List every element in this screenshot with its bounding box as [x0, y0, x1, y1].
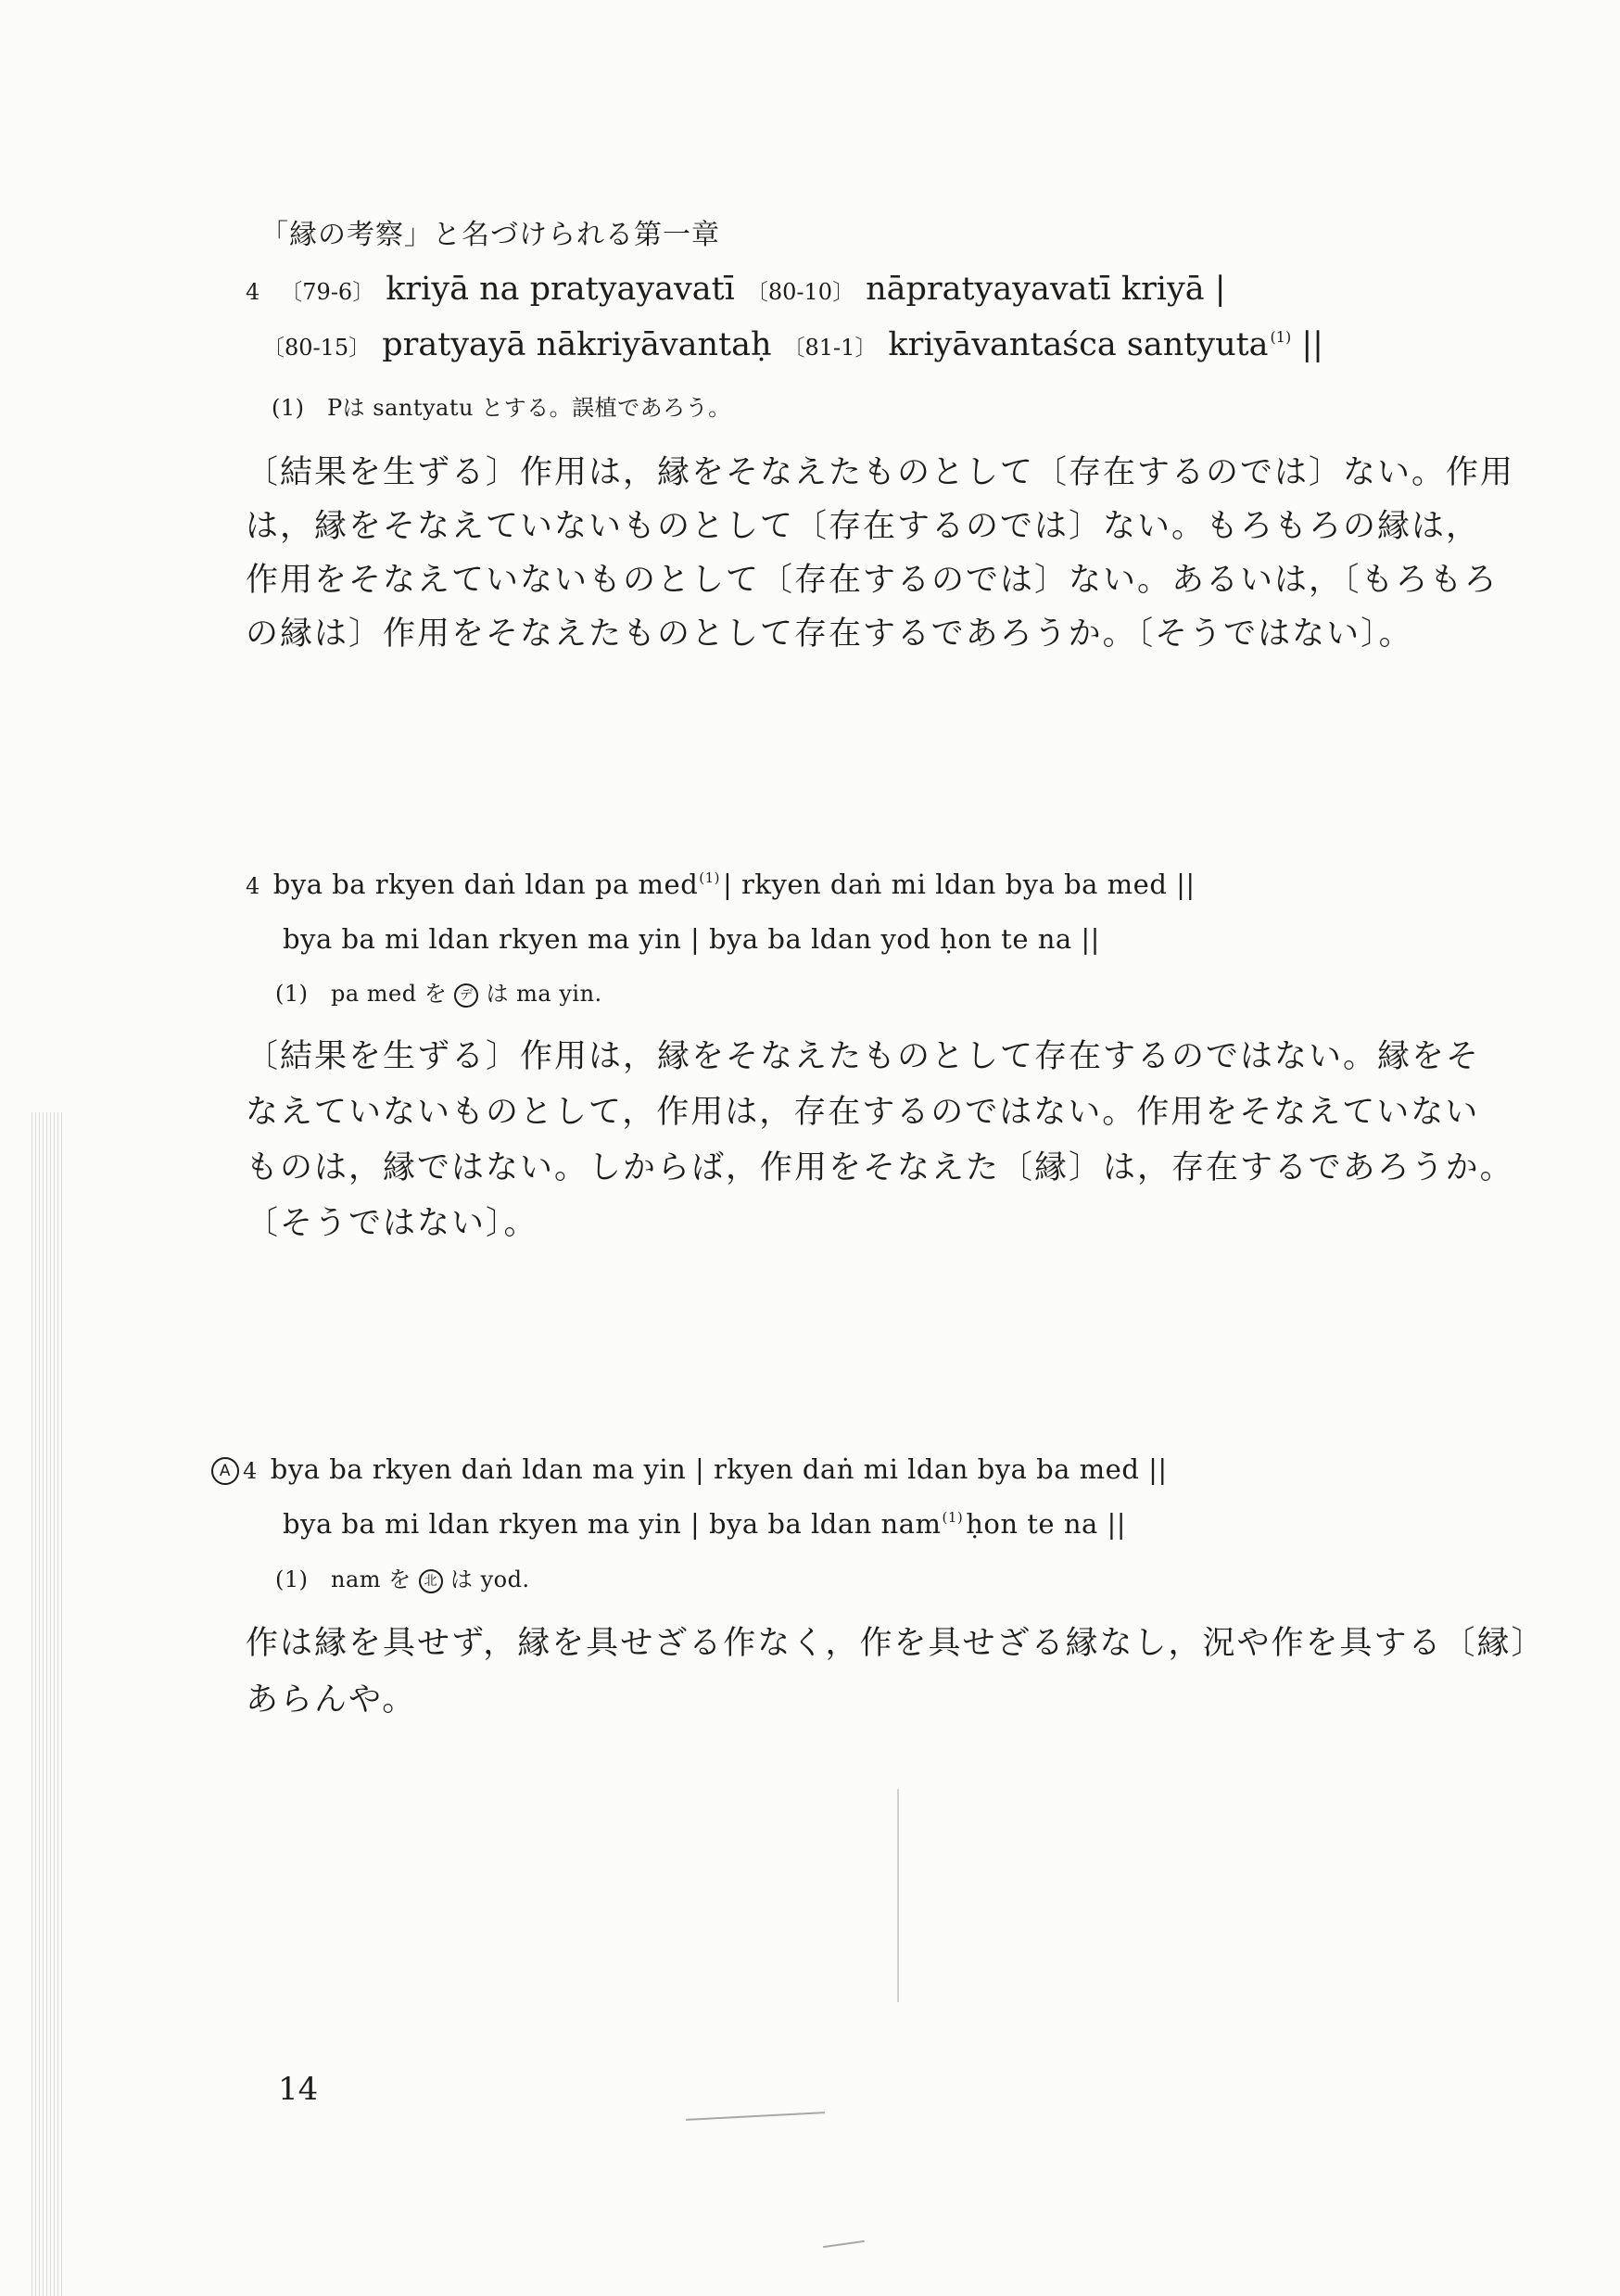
page-ref: 〔79-6〕 — [280, 279, 375, 305]
footnote — [275, 1561, 530, 1593]
translation-3-line-2: あらんや。 — [246, 1681, 417, 1719]
translation-1-line-1: 〔結果を生ずる〕作用は，縁をそなえたものとして〔存在するのでは〕ない。作用 — [246, 454, 1515, 491]
verse-text: nāpratyayavatī kriyā | — [866, 271, 1226, 308]
verse-end-mark: || — [1301, 326, 1323, 363]
scan-artifact — [897, 1789, 899, 2002]
circled-a-mark: A — [211, 1457, 239, 1485]
verse-number: 4 — [243, 1458, 258, 1484]
translation-2-line-1: 〔結果を生ずる〕作用は，縁をそなえたものとして存在するのではない。縁をそ — [246, 1038, 1481, 1075]
translation-2-line-4: 〔そうではない〕。 — [246, 1205, 538, 1242]
translation-1-line-4: の縁は〕作用をそなえたものとして存在するであろうか。〔そうではない〕。 — [246, 615, 1413, 653]
verse-number: 4 — [246, 873, 260, 899]
verse-text: kriyā na pratyayavatī — [386, 271, 735, 308]
translation-2-line-3: ものは，縁ではない。しからば，作用をそなえた〔縁〕は，存在するであろうか。 — [246, 1149, 1514, 1186]
page-ref: 〔80-15〕 — [262, 335, 372, 361]
binding-shadow — [32, 1112, 63, 2296]
footnote-text: は yod. — [449, 1567, 530, 1592]
tibetan-verse-1-line-2: bya ba mi ldan rkyen ma yin | bya ba ldan yod ḥon te na || — [283, 923, 1100, 955]
verse-text: pratyayā nākriyāvantaḥ — [382, 326, 772, 363]
verse-text: | rkyen daṅ mi ldan bya ba med || — [723, 869, 1196, 900]
verse-text: bya ba mi ldan rkyen ma yin | bya ba ldan nam — [283, 1508, 942, 1540]
translation-1-line-2: は，縁をそなえていないものとして〔存在するのでは〕ない。もろもろの縁は， — [246, 508, 1481, 545]
verse-number: 4 — [246, 279, 260, 305]
page-ref: 〔80-10〕 — [745, 279, 855, 305]
scan-artifact — [823, 2240, 865, 2248]
translation-1-line-3: 作用をそなえていないものとして〔存在するのでは〕ない。あるいは，〔もろもろ — [246, 562, 1499, 599]
footnote-text: (1) pa med を — [275, 981, 448, 1007]
page-ref: 〔81-1〕 — [782, 335, 878, 361]
footnote-marker: (1) — [699, 869, 721, 886]
footnote-text: は ma yin. — [486, 981, 602, 1007]
verse-text: ḥon te na || — [966, 1508, 1127, 1540]
sanskrit-verse-line-2 — [251, 326, 1323, 363]
circled-edition-mark: デ — [454, 983, 478, 1008]
tibetan-verse-2-line-1 — [211, 1453, 1168, 1485]
page-number: 14 — [278, 2071, 319, 2108]
verse-text: bya ba rkyen daṅ ldan ma yin | rkyen daṅ mi ldan bya ba med || — [270, 1453, 1168, 1485]
translation-2-line-2: なえていないものとして，作用は，存在するのではない。作用をそなえていない — [246, 1094, 1480, 1131]
footnote: (1) Pは santyatu とする。誤植であろう。 — [272, 395, 731, 421]
translation-3-line-1: 作は縁を具せず，縁を具せざる作なく，作を具せざる縁なし，況や作を具する〔縁〕 — [246, 1625, 1546, 1662]
footnote — [275, 975, 602, 1008]
scan-artifact — [686, 2112, 825, 2121]
footnote-marker: (1) — [942, 1509, 964, 1526]
sanskrit-verse-line-1 — [246, 271, 1226, 308]
tibetan-verse-1-line-1 — [246, 869, 1196, 900]
footnote-text: (1) nam を — [275, 1567, 411, 1592]
footnote-marker: (1) — [1270, 328, 1292, 346]
verse-text: kriyāvantaśca santyuta — [888, 326, 1269, 363]
tibetan-verse-2-line-2 — [283, 1508, 1126, 1540]
running-header: 「縁の考察」と名づけられる第一章 — [260, 219, 720, 251]
circled-edition-mark: 北 — [419, 1569, 443, 1593]
verse-text: bya ba rkyen daṅ ldan pa med — [272, 869, 699, 900]
